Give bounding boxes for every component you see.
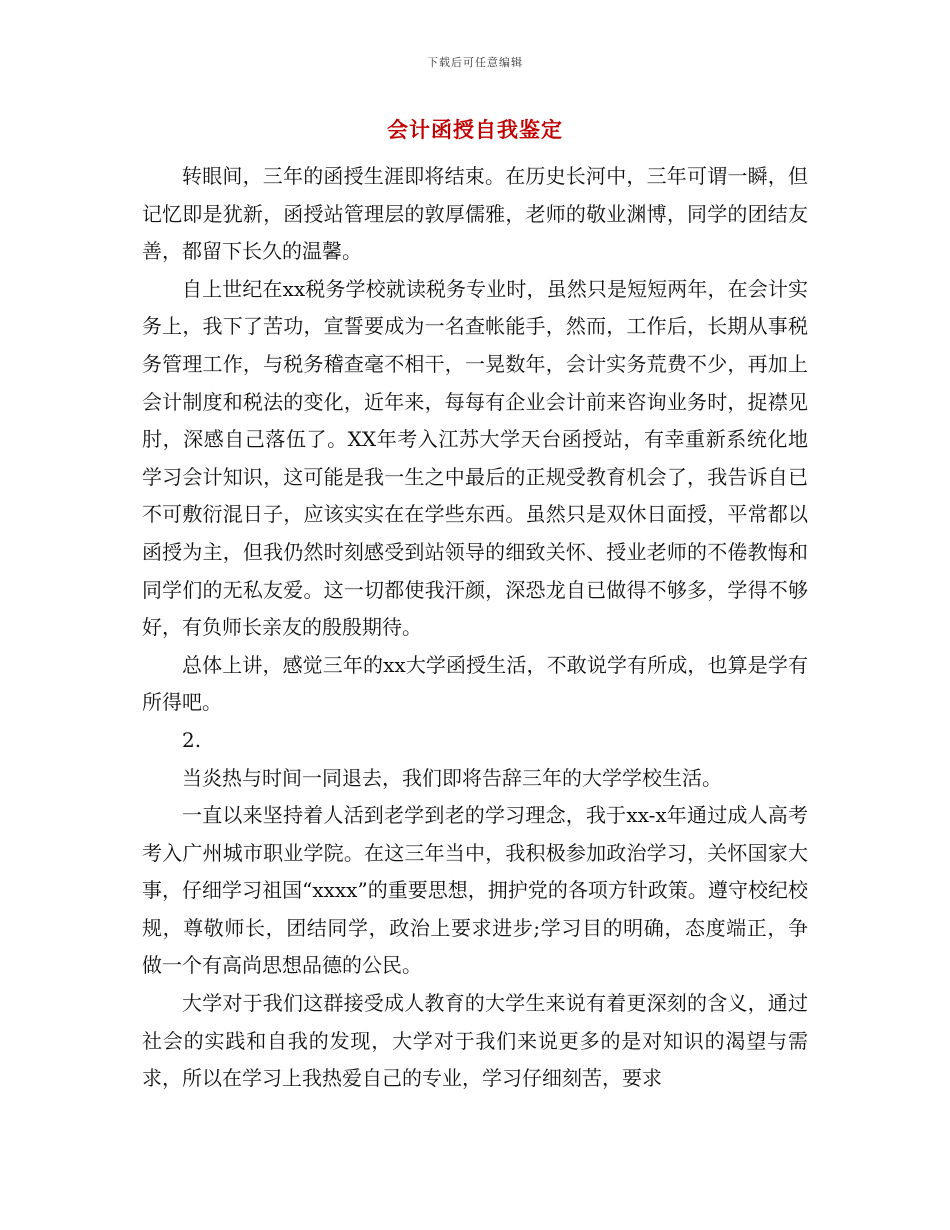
header-note: 下载后可任意编辑 [427,56,523,69]
paragraph: 当炎热与时间一同退去，我们即将告辞三年的大学学校生活。 [182,765,722,790]
paragraph: 大学对于我们这群接受成人教育的大学生来说有着更深刻的含义，通过社会的实践和自我的发现，大学对于我们来说更多的是对知识的渴望与需求，所以在学习上我热爱自己的专业，学习仔细刻苦，要求 [142,991,808,1091]
paragraph: 自上世纪在xx税务学校就读税务专业时，虽然只是短短两年，在会计实务上，我下了苦功，宣誓要成为一名查帐能手，然而，工作后，长期从事税务管理工作，与税务稽查毫不相干，一晃数年，会计实务荒费不少，再加上会计制度和税法的变化，近年来，每每有企业会计前来咨询业务时，捉襟见肘，深感自己落伍了。XX年考入江苏大学天台函授站，有幸重新系统化地学习会计知识，这可能是我一生之中最后的正规受教育机会了，我告诉自已不可敷衍混日子，应该实实在在学些东西。虽然只是双休日面授，平常都以函授为主，但我仍然时刻感受到站领导的细致关怀、授业老师的不倦教悔和同学们的无私友爱。这一切都使我汗颜，深恐龙自已做得不够多，学得不够好，有负师长亲友的殷殷期待。 [142,276,808,640]
paragraph: 转眼间，三年的函授生涯即将结束。在历史长河中，三年可谓一瞬，但记忆即是犹新，函授站管理层的敦厚儒雅，老师的敬业渊博，同学的团结友善，都留下长久的温馨。 [142,164,808,264]
document-body [142,158,808,1098]
paragraph: 总体上讲，感觉三年的xx大学函授生活，不敢说学有所成，也算是学有所得吧。 [142,652,808,715]
paragraph: 一直以来坚持着人活到老学到老的学习理念，我于xx-x年通过成人高考考入广州城市职业学院。在这三年当中，我积极参加政治学习，关怀国家大事，仔细学习祖国“xxxx”的重要思想，拥护党的各项方针政策。遵守校纪校规，尊敬师长，团结同学，政治上要求进步;学习目的明确，态度端正，争做一个有高尚思想品德的公民。 [142,803,808,978]
document-title: 会计函授自我鉴定 [387,117,563,142]
section-number: 2. [182,727,202,752]
